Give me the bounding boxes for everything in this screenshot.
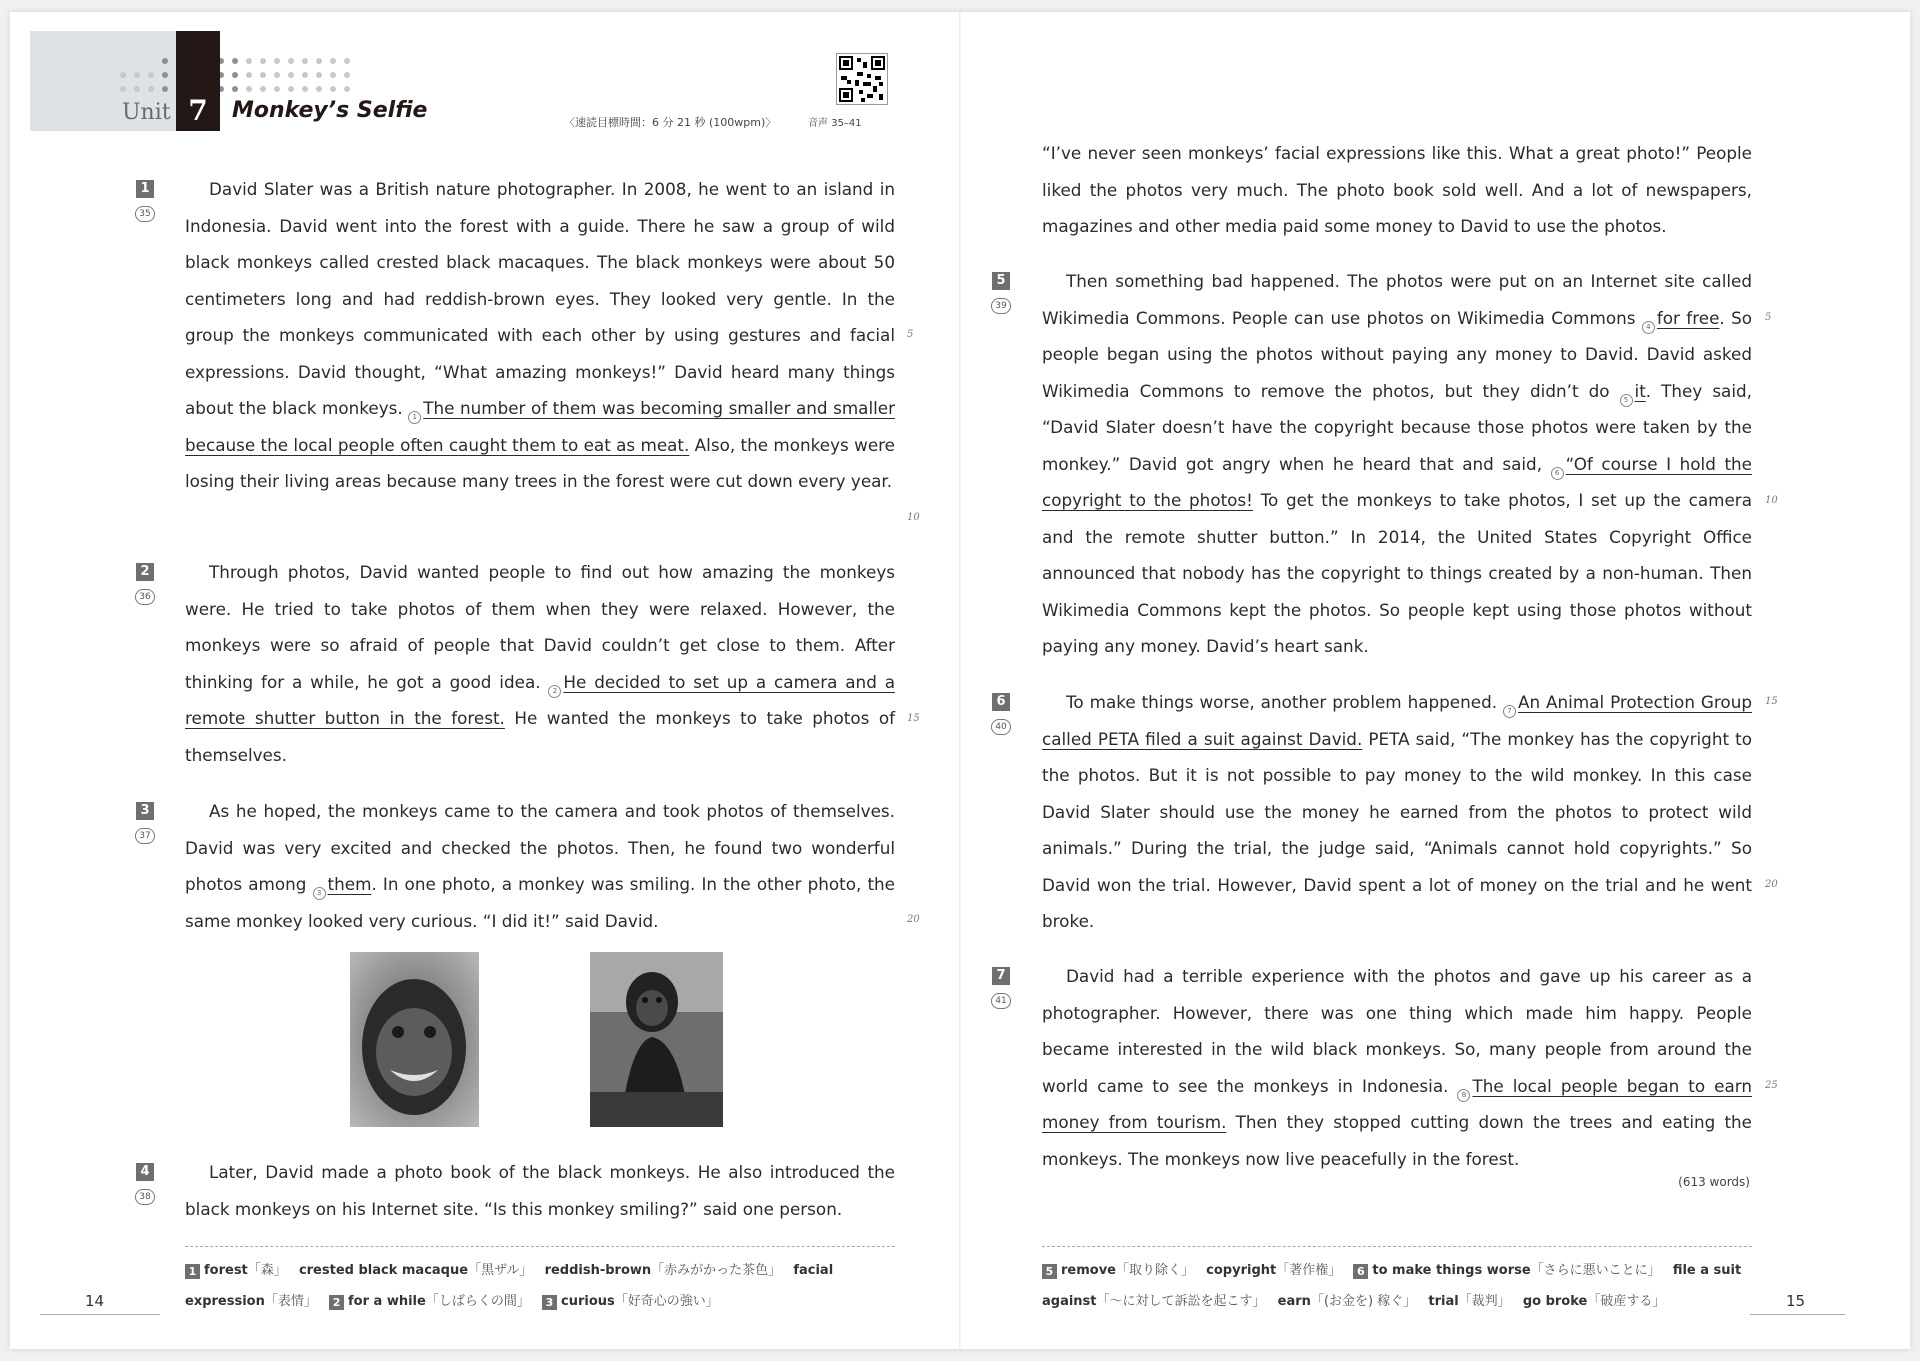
paragraph-number: 5 [992, 272, 1010, 290]
decorative-dot [316, 72, 322, 78]
decorative-dot [120, 72, 126, 78]
paragraph-6 [1042, 684, 1752, 940]
paragraph-number: 3 [136, 802, 154, 820]
vocab-term: remove [1061, 1263, 1116, 1278]
vocab-gloss: 「赤みがかった茶色」 [651, 1263, 782, 1278]
vocab-term: copyright [1206, 1263, 1277, 1278]
paragraph-text: He wanted the monkeys to take photos of themselves. [185, 708, 895, 765]
vocab-gloss: 「(お金を) 稼ぐ」 [1310, 1294, 1417, 1309]
page-title: Monkey’s Selfie [232, 98, 428, 123]
decorative-dot [302, 86, 308, 92]
smiling-monkey-photo [350, 952, 479, 1127]
paragraph-text: David had a terrible experience with the photos and gave up his career as a photographer. However, there was one thing which made him happy. People became interested in the wild black monkeys. So, many people from around the world came to see the monkeys in Indonesia. [1042, 966, 1752, 1096]
paragraph-text: Later, David made a photo book of the black monkeys. He also introduced the black monkeys on his Internet site. “Is this monkey smiling?” said one person. [185, 1162, 895, 1219]
vocab-entry [1353, 1263, 1668, 1278]
decorative-dot [232, 72, 238, 78]
vocab-term: file a suit against [1042, 1263, 1742, 1309]
paragraph-2 [185, 554, 895, 773]
paragraph-3 [185, 793, 895, 939]
vocab-term: to make things worse [1372, 1263, 1531, 1278]
underlined-passage: He decided to set up a camera and a remote shutter button in the forest. [185, 671, 895, 728]
paragraph-text: To make things worse, another problem happened. [1066, 692, 1504, 712]
unit-number: 7 [188, 94, 208, 127]
vocab-term: go broke [1522, 1294, 1588, 1309]
decorative-dot [288, 58, 294, 64]
question-marker: 2 [548, 685, 561, 698]
audio-track-badge[interactable]: 35 [135, 206, 155, 222]
decorative-dot [246, 58, 252, 64]
paragraph-4 [185, 1154, 895, 1227]
decorative-dot [232, 86, 238, 92]
vocab-gloss: 「森」 [247, 1263, 287, 1278]
decorative-dot [246, 72, 252, 78]
line-number: 25 [1765, 1080, 1778, 1091]
decorative-dot [162, 72, 168, 78]
decorative-dot [288, 72, 294, 78]
decorative-dot [330, 86, 336, 92]
paragraph-number: 2 [136, 563, 154, 581]
vocab-term: crested black macaque [298, 1263, 469, 1278]
paragraph-4-continued [1042, 135, 1752, 245]
underlined-passage: The local people began to earn money from tourism. [1042, 1075, 1752, 1132]
paragraph-text: Also, the monkeys were losing their living areas because many trees in the forest were cut down every year. [185, 434, 895, 491]
vocab-entry [542, 1294, 727, 1309]
paragraph-text: . They said, “David Slater doesn’t have the copyright because those photos were taken by the monkey.” David got angry when he heard that and said, [1042, 380, 1752, 474]
page-number-right: 15 [1786, 1292, 1806, 1310]
line-number: 5 [1765, 312, 1772, 323]
line-number: 20 [907, 914, 920, 925]
page-number-rule [1750, 1314, 1845, 1315]
vocab-entry [1523, 1294, 1674, 1309]
underlined-passage: for free [1656, 307, 1720, 328]
decorative-dot [260, 72, 266, 78]
decorative-dot [134, 72, 140, 78]
audio-track-badge[interactable]: 40 [991, 719, 1011, 735]
decorative-dot [260, 58, 266, 64]
vocab-gloss: 「黒ザル」 [468, 1263, 533, 1278]
decorative-dot [148, 72, 154, 78]
decorative-dot [344, 58, 350, 64]
vocab-term: curious [561, 1294, 615, 1309]
decorative-dot [274, 86, 280, 92]
line-number: 10 [1765, 495, 1778, 506]
audio-track-range [808, 114, 862, 129]
underlined-passage: it [1634, 380, 1646, 401]
paragraph-text: David Slater was a British nature photographer. In 2008, he went to an island in Indonesia. David went into the forest with a guide. There he saw a group of wild black monkeys called crested black macaques. The black monkeys were about 50 centimeters long and had reddish-brown eyes. They looked very gentle. In the group the monkeys communicated with each other by using gestures and facial expressions. David thought, “What amazing monkeys!” David heard many things about the black monkeys. [185, 179, 895, 418]
paragraph-text: Then they stopped cutting down the trees and eating the monkeys. The monkeys now live peacefully in the forest. [1042, 1112, 1752, 1169]
audio-track-badge[interactable]: 37 [135, 828, 155, 844]
decorative-dot [120, 86, 126, 92]
question-marker: 6 [1551, 467, 1564, 480]
audio-track-badge[interactable]: 36 [135, 589, 155, 605]
vocab-paragraph-number: 2 [329, 1295, 344, 1310]
page-number-left: 14 [85, 1292, 105, 1310]
underlined-passage: them [327, 874, 372, 894]
vocab-term: for a while [348, 1294, 426, 1309]
question-marker: 5 [1620, 394, 1633, 407]
decorative-dot [288, 86, 294, 92]
audio-track-badge[interactable]: 38 [135, 1189, 155, 1205]
decorative-dot [316, 58, 322, 64]
paragraph-5 [1042, 263, 1752, 665]
vocab-gloss: 「好奇心の強い」 [614, 1294, 719, 1309]
audio-track-badge[interactable]: 39 [991, 298, 1011, 314]
decorative-dot [260, 86, 266, 92]
vocab-entry [299, 1263, 540, 1278]
unit-label: Unit [122, 100, 171, 125]
underlined-passage: An Animal Protection Group called PETA filed a suit against David. [1042, 692, 1752, 749]
decorative-dot [330, 72, 336, 78]
page-gutter [959, 12, 961, 1349]
paragraph-number: 7 [992, 967, 1010, 985]
question-marker: 4 [1642, 321, 1655, 334]
line-number: 15 [907, 713, 920, 724]
vocab-divider [1042, 1246, 1752, 1247]
vocab-entry [1428, 1294, 1518, 1309]
vocab-gloss: 「～に対して訴訟を起こす」 [1096, 1294, 1266, 1309]
line-number: 10 [907, 512, 920, 523]
question-marker: 3 [313, 887, 326, 900]
decorative-dot [302, 58, 308, 64]
paragraph-1 [185, 171, 895, 500]
vocab-gloss: 「裁判」 [1458, 1294, 1511, 1309]
vocab-entry [1206, 1263, 1349, 1278]
vocab-entry [545, 1263, 790, 1278]
line-number: 20 [1765, 879, 1778, 890]
vocab-entry [1278, 1294, 1425, 1309]
vocab-gloss: 「破産する」 [1587, 1294, 1666, 1309]
question-marker: 8 [1457, 1089, 1470, 1102]
qr-code-icon[interactable] [836, 53, 888, 105]
line-number: 15 [1765, 696, 1778, 707]
vocab-term: facial expression [185, 1263, 834, 1309]
vocab-paragraph-number: 5 [1042, 1264, 1057, 1279]
paragraph-number: 4 [136, 1163, 154, 1181]
paragraph-text: . In one photo, a monkey was smiling. In the other photo, the same monkey looked very curious. “I did it!” said David. [185, 874, 895, 931]
question-marker: 7 [1503, 705, 1516, 718]
decorative-dot [134, 86, 140, 92]
decorative-dot [162, 86, 168, 92]
decorative-dot [330, 58, 336, 64]
decorative-dot [148, 86, 154, 92]
underlined-passage: “Of course I hold the copyright to the photos! [1042, 453, 1752, 510]
word-count: (613 words) [1678, 1175, 1750, 1189]
decorative-dot [274, 72, 280, 78]
unit-number-box [176, 31, 220, 131]
decorative-dot [344, 86, 350, 92]
vocab-entry [329, 1294, 538, 1309]
vocab-gloss: 「表情」 [264, 1294, 317, 1309]
underlined-passage: The number of them was becoming smaller and smaller because the local people often caught them to eat as meat. [185, 398, 895, 455]
paragraph-number: 6 [992, 693, 1010, 711]
vocab-paragraph-number: 6 [1353, 1264, 1368, 1279]
vocab-paragraph-number: 1 [185, 1264, 200, 1279]
vocab-term: earn [1277, 1294, 1311, 1309]
vocab-gloss: 「取り除く」 [1116, 1263, 1195, 1278]
decorative-dot [344, 72, 350, 78]
decorative-dot [302, 72, 308, 78]
audio-track-badge[interactable]: 41 [991, 993, 1011, 1009]
vocab-list-right [1042, 1255, 1757, 1317]
vocab-list-left [185, 1255, 900, 1317]
paragraph-number: 1 [136, 180, 154, 198]
vocab-term: reddish-brown [544, 1263, 652, 1278]
decorative-dot [316, 86, 322, 92]
vocab-gloss: 「著作権」 [1276, 1263, 1342, 1278]
question-marker: 1 [408, 411, 421, 424]
vocab-gloss: 「さらに悪いことに」 [1530, 1263, 1661, 1278]
vocab-entry [1042, 1263, 1202, 1278]
vocab-entry [185, 1263, 295, 1278]
decorative-dot [246, 86, 252, 92]
vocab-term: forest [204, 1263, 248, 1278]
paragraph-text: Then something bad happened. The photos were put on an Internet site called Wikimedia Commons. People can use photos on Wikimedia Commons [1042, 271, 1752, 328]
paragraph-text: As he hoped, the monkeys came to the camera and took photos of themselves. David was very excited and checked the photos. Then, he found two wonderful photos among [185, 801, 895, 894]
decorative-dots [120, 58, 380, 98]
curious-monkey-photo [590, 952, 723, 1127]
vocab-term: trial [1428, 1294, 1459, 1309]
vocab-divider [185, 1246, 895, 1247]
vocab-gloss: 「しばらくの間」 [425, 1294, 530, 1309]
paragraph-7 [1042, 958, 1752, 1177]
paragraph-text: “I’ve never seen monkeys’ facial expressions like this. What a great photo!” People liked the photos very much. The photo book sold well. And a lot of newspapers, magazines and other media paid some money to David to use the photos. [1042, 143, 1752, 236]
audio-label: 音声 [808, 118, 828, 129]
line-number: 5 [907, 329, 914, 340]
vocab-paragraph-number: 3 [542, 1295, 557, 1310]
paragraph-text: . So people began using the photos without paying any money to David. David asked Wikimedia Commons to remove the photos, but they didn’t do [1042, 307, 1752, 401]
paragraph-text: To get the monkeys to take photos, I set up the camera and the remote shutter button.” In 2014, the United States Copyright Office announced that nobody has the copyright to things created by a non-human. Then Wikimedia Commons kept the photos. So people kept using those photos without paying any money. David’s heart sank. [1042, 490, 1752, 656]
decorative-dot [274, 58, 280, 64]
decorative-dot [232, 58, 238, 64]
speed-reading-target: 〈速読目標時間：6 分 21 秒 (100wpm)〉 [564, 116, 777, 129]
decorative-dot [162, 58, 168, 64]
audio-range: 35–41 [831, 118, 862, 129]
paragraph-text: PETA said, “The monkey has the copyright to the photos. But it is not possible to pay money to the wild monkey. In this case David Slater should use the money he earned from the photos to protect wild animals.” During the trial, the judge said, “Animals cannot hold copyrights.” So David won the trial. However, David spent a lot of money on the trial and he went broke. [1042, 728, 1752, 931]
page-number-rule [40, 1314, 160, 1315]
paragraph-text: Through photos, David wanted people to find out how amazing the monkeys were. He tried to take photos of them when they were relaxed. However, the monkeys were so afraid of people that David couldn’t get close to them. After thinking for a while, he got a good idea. [185, 562, 895, 692]
